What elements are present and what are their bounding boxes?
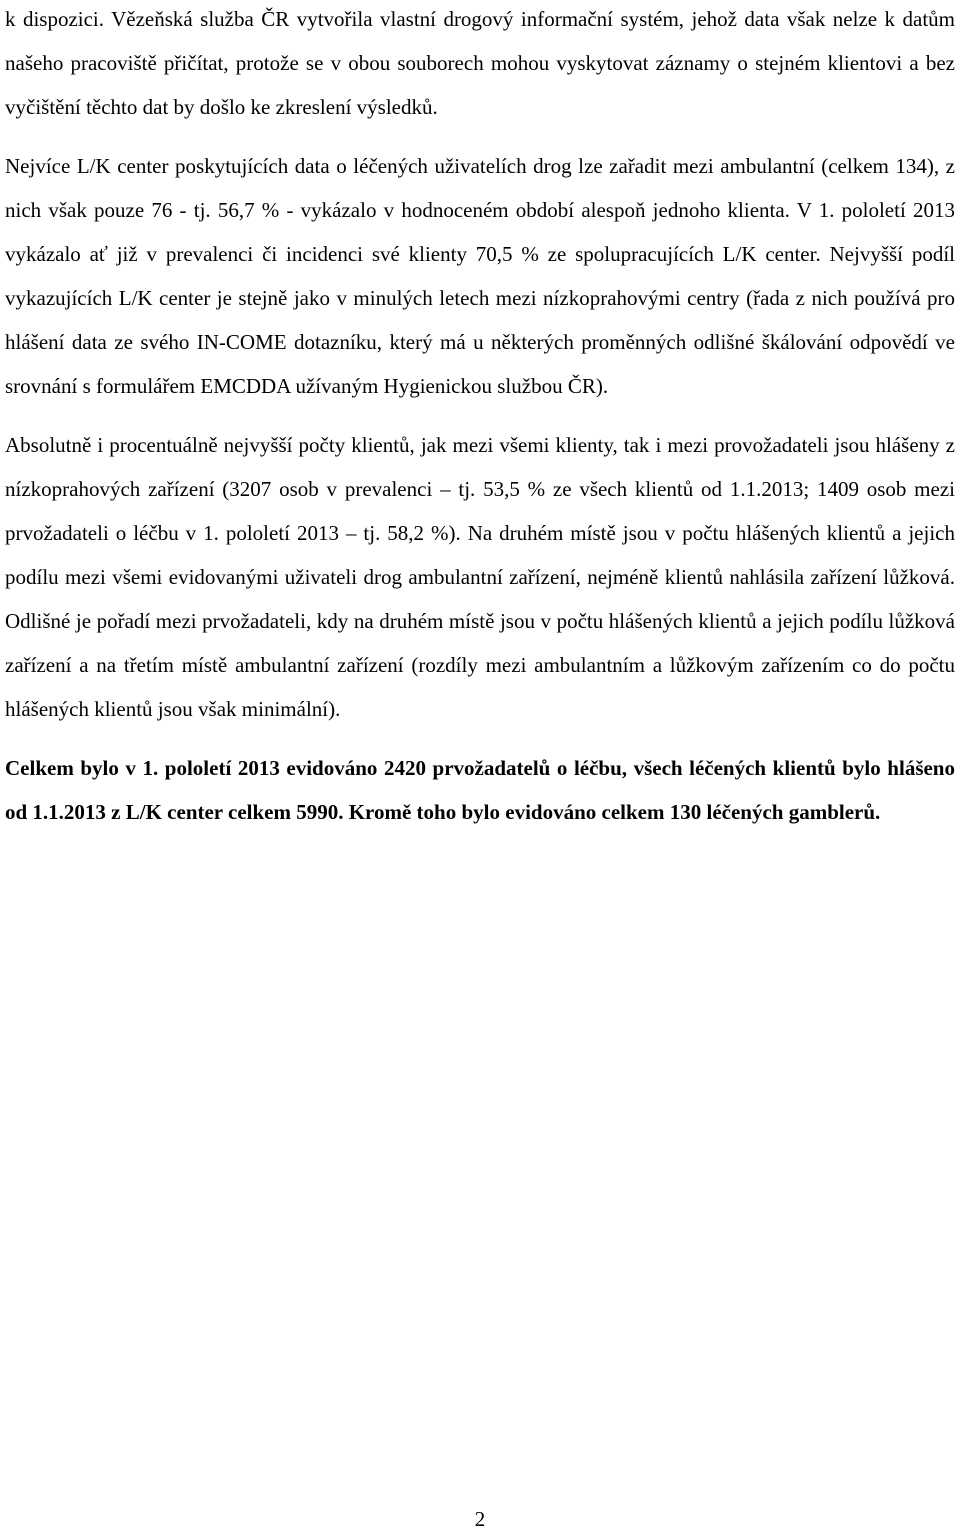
paragraph-drug-information-system: k dispozici. Vězeňská služba ČR vytvořila vlastní drogový informační systém, jehož data však nelze k datům našeho pracoviště přičítat, protože se v obou souborech mohou vyskytovat záznamy o stejném klientovi a bez vyčištění těchto dat by došlo ke zkreslení výsledků. [5, 7, 955, 119]
paragraph-treatment-centers: Nejvíce L/K center poskytujících data o léčených uživatelích drog lze zařadit mezi ambulantní (celkem 134), z nich však pouze 76 - tj. 56,7 % - vykázalo v hodnoceném období alespoň jednoho klienta. V 1. pololetí 2013 vykázalo ať již v prevalenci či incidenci své klienty 70,5 % ze spolupracujících L/K center. Nejvyšší podíl vykazujících L/K center je stejně jako v minulých letech mezi nízkoprahovými centry (řada z nich používá pro hlášení data ze svého IN-COME dotazníku, který má u některých proměnných odlišné škálování odpovědí ve srovnání s formulářem EMCDDA užívaným Hygienickou službou ČR). [5, 154, 955, 398]
page-number: 2 [474, 1507, 486, 1531]
paragraph-summary-bold: Celkem bylo v 1. pololetí 2013 evidováno 2420 prvožadatelů o léčbu, všech léčených klientů bylo hlášeno od 1.1.2013 z L/K center celkem 5990. Kromě toho bylo evidováno celkem 130 léčených gamblerů. [5, 756, 955, 824]
document-page [5, 0, 955, 834]
paragraph-client-counts: Absolutně i procentuálně nejvyšší počty klientů, jak mezi všemi klienty, tak i mezi provožadateli jsou hlášeny z nízkoprahových zařízení (3207 osob v prevalenci – tj. 53,5 % ze všech klientů od 1.1.2013; 1409 osob mezi prvožadateli o léčbu v 1. pololetí 2013 – tj. 58,2 %). Na druhém místě jsou v počtu hlášených klientů a jejich podílu mezi všemi evidovanými uživateli drog ambulantní zařízení, nejméně klientů nahlásila zařízení lůžková. Odlišné je pořadí mezi prvožadateli, kdy na druhém místě jsou v počtu hlášených klientů a jejich podílu lůžková zařízení a na třetím místě ambulantní zařízení (rozdíly mezi ambulantním a lůžkovým zařízením co do počtu hlášených klientů jsou však minimální). [5, 433, 955, 721]
